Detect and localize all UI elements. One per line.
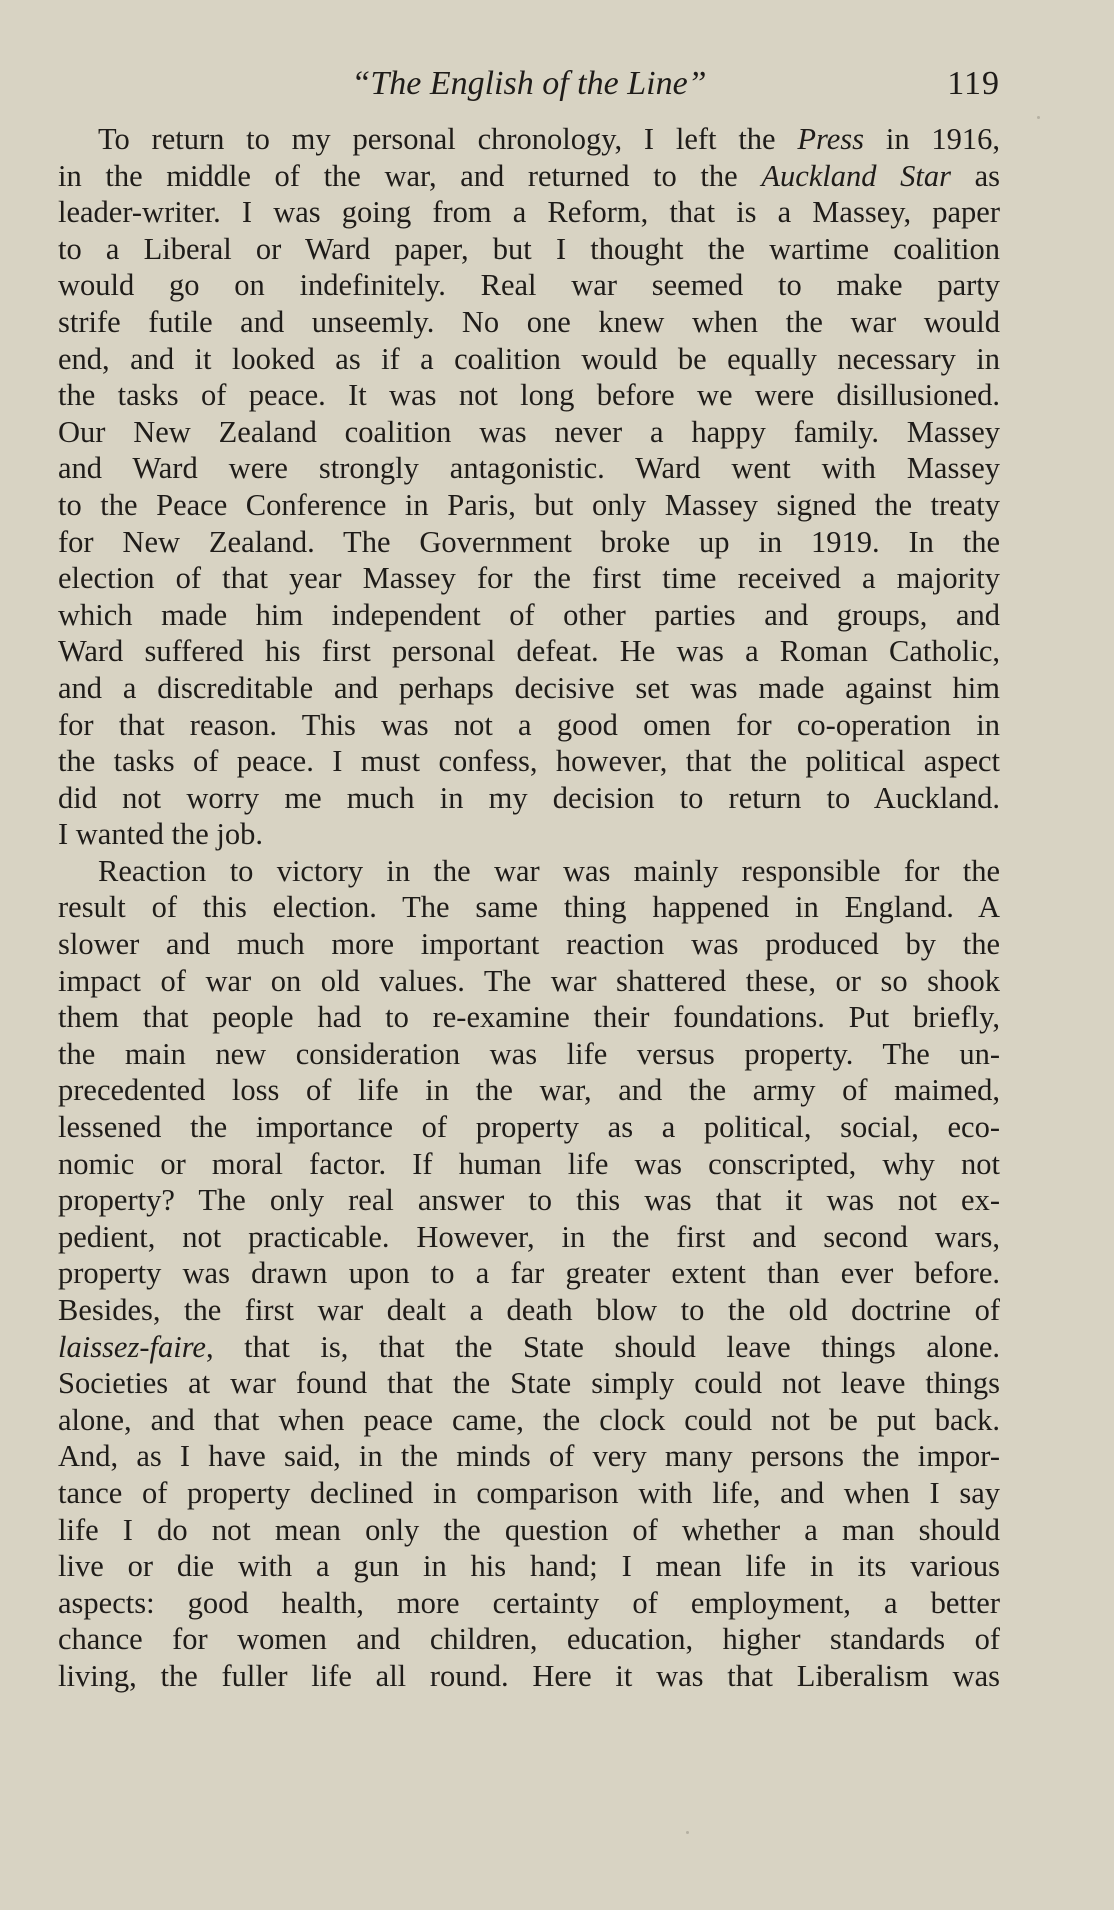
text-line: to a Liberal or Ward paper, but I thought the wartime coalition [58, 231, 1000, 266]
text-line: Reaction to victory in the war was mainly responsible for the [98, 853, 1000, 888]
text-line: impact of war on old values. The war shattered these, or so shook [58, 963, 1000, 998]
text-line: live or die with a gun in his hand; I mean life in its various [58, 1549, 1000, 1584]
text-line: them that people had to re-examine their foundations. Put briefly, [58, 1000, 1000, 1035]
text-line: alone, and that when peace came, the clock could not be put back. [58, 1402, 1000, 1437]
paragraph-2 [58, 853, 1000, 1695]
text-line: life I do not mean only the question of whether a man should [58, 1512, 1000, 1547]
text-line: Besides, the first war dealt a death blow to the old doctrine of [58, 1293, 1000, 1327]
text-line: for New Zealand. The Government broke up in 1919. In the [58, 524, 1000, 559]
text-line: to the Peace Conference in Paris, but only Massey signed the treaty [58, 487, 1000, 522]
text-line: Our New Zealand coalition was never a happy family. Massey [58, 414, 1000, 449]
text-line: laissez-faire, that is, that the State should leave things alone. [58, 1329, 1000, 1364]
text-line: election of that year Massey for the first time received a majority [58, 561, 1000, 596]
text-line: the tasks of peace. It was not long before we were disillusioned. [58, 378, 1000, 413]
text-line: for that reason. This was not a good omen for co-operation in [58, 707, 1000, 742]
text-line: leader-writer. I was going from a Reform, that is a Massey, paper [58, 195, 1000, 230]
text-line: did not worry me much in my decision to return to Auckland. [58, 780, 1000, 815]
text-line: lessened the importance of property as a political, social, eco- [58, 1110, 1000, 1145]
text-line: the main new consideration was life versus property. The un- [58, 1036, 1000, 1071]
text-line: the tasks of peace. I must confess, however, that the political aspect [58, 744, 1000, 779]
paper-speck [1037, 116, 1040, 119]
text-line: property? The only real answer to this was that it was not ex- [58, 1183, 1000, 1218]
text-line: Ward suffered his first personal defeat. He was a Roman Catholic, [58, 634, 1000, 669]
text-line: result of this election. The same thing happened in England. A [58, 890, 1000, 925]
paragraph-1 [58, 121, 1000, 853]
text-line: Societies at war found that the State simply could not leave things [58, 1366, 1000, 1401]
text-line: strife futile and unseemly. No one knew when the war would [58, 304, 1000, 339]
running-title: “The English of the Line” [351, 65, 707, 102]
text-line: property was drawn upon to a far greater extent than ever before. [58, 1256, 1000, 1291]
text-line: To return to my personal chronology, I left the Press in 1916, [98, 122, 1000, 156]
text-line: precedented loss of life in the war, and the army of maimed, [58, 1073, 1000, 1108]
text-line: chance for women and children, education, higher standards of [58, 1622, 1000, 1657]
text-line: And, as I have said, in the minds of very many persons the impor- [58, 1439, 1000, 1474]
text-line: nomic or moral factor. If human life was conscripted, why not [58, 1146, 1000, 1181]
paper-speck [686, 1831, 689, 1834]
page-number: 119 [947, 65, 1000, 102]
text-line: tance of property declined in comparison with life, and when I say [58, 1475, 1000, 1510]
body-text [58, 121, 1000, 1695]
text-line: pedient, not practicable. However, in the first and second wars, [58, 1219, 1000, 1254]
text-line: and Ward were strongly antagonistic. Ward went with Massey [58, 451, 1000, 486]
text-line: I wanted the job. [58, 817, 263, 852]
text-line: slower and much more important reaction was produced by the [58, 927, 1000, 962]
text-line: aspects: good health, more certainty of employment, a better [58, 1585, 1000, 1620]
text-line: living, the fuller life all round. Here it was that Liberalism was [58, 1658, 1000, 1693]
text-line: and a discreditable and perhaps decisive set was made against him [58, 670, 1000, 705]
text-line: which made him independent of other parties and groups, and [58, 597, 1000, 632]
text-line: would go on indefinitely. Real war seemed to make party [58, 268, 1000, 303]
text-line: in the middle of the war, and returned to the Auckland Star as [58, 158, 1000, 193]
page-header [58, 62, 1000, 106]
text-line: end, and it looked as if a coalition would be equally necessary in [58, 341, 1000, 376]
